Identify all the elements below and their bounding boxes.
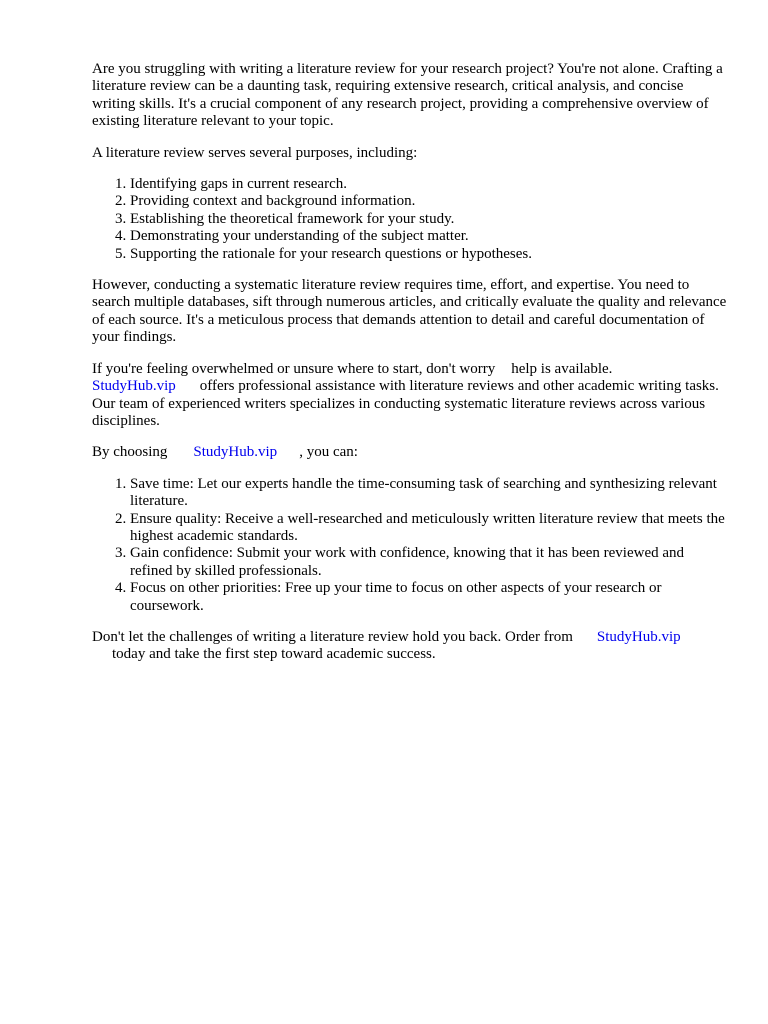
list-item: 2. Providing context and background information. [130, 193, 728, 210]
studyhub-link[interactable]: StudyHub.vip [92, 378, 176, 395]
closing-paragraph [92, 629, 728, 664]
choosing-paragraph [92, 444, 728, 461]
intro-paragraph: Are you struggling with writing a literature review for your research project? You're not alone. Crafting a literature review can be a daunting task, requiring extensive research, critical analysis, and concise writing skills. It's a crucial component of any research project, providing a comprehensive overview of existing literature relevant to your topic. [92, 61, 723, 130]
list-item: 1. Save time: Let our experts handle the time-consuming task of searching and synthesizing relevant literature. [130, 476, 728, 511]
benefits-list [92, 476, 728, 615]
help-text-part1: If you're feeling overwhelmed or unsure where to start, don't worry [92, 360, 496, 377]
choosing-suffix: , you can: [299, 444, 358, 461]
list-item: 4. Demonstrating your understanding of the subject matter. [130, 228, 728, 245]
list-item: 1. Identifying gaps in current research. [130, 176, 728, 193]
closing-suffix: today and take the first step toward academic success. [112, 646, 436, 663]
closing-prefix: Don't let the challenges of writing a literature review hold you back. Order from [92, 628, 573, 645]
list-item: 5. Supporting the rationale for your research questions or hypotheses. [130, 246, 728, 263]
purposes-lead: A literature review serves several purposes, including: [92, 144, 418, 161]
list-item: 2. Ensure quality: Receive a well-researched and meticulously written literature review that meets the highest academic standards. [130, 511, 728, 546]
studyhub-link[interactable]: StudyHub.vip [193, 444, 278, 461]
studyhub-link[interactable]: StudyHub.vip [596, 628, 681, 645]
list-item: 4. Focus on other priorities: Free up your time to focus on other aspects of your research or coursework. [130, 580, 728, 615]
document-page [92, 61, 728, 678]
however-paragraph: However, conducting a systematic literature review requires time, effort, and expertise. You need to search multiple databases, sift through numerous articles, and critically evaluate the quality and relevance of each source. It's a meticulous process that demands attention to detail and careful documentation of your findings. [92, 277, 727, 346]
help-text-part3: offers professional assistance with literature reviews and other academic writing tasks. Our team of experienced writers specializes in conducting systematic literature reviews across various disciplines. [92, 378, 719, 429]
choosing-prefix: By choosing [92, 444, 168, 461]
purposes-list [92, 176, 728, 263]
list-item: 3. Establishing the theoretical framework for your study. [130, 211, 728, 228]
help-paragraph [92, 361, 728, 431]
help-text-part2: help is available. [511, 360, 613, 377]
list-item: 3. Gain confidence: Submit your work with confidence, knowing that it has been reviewed and refined by skilled professionals. [130, 545, 728, 580]
